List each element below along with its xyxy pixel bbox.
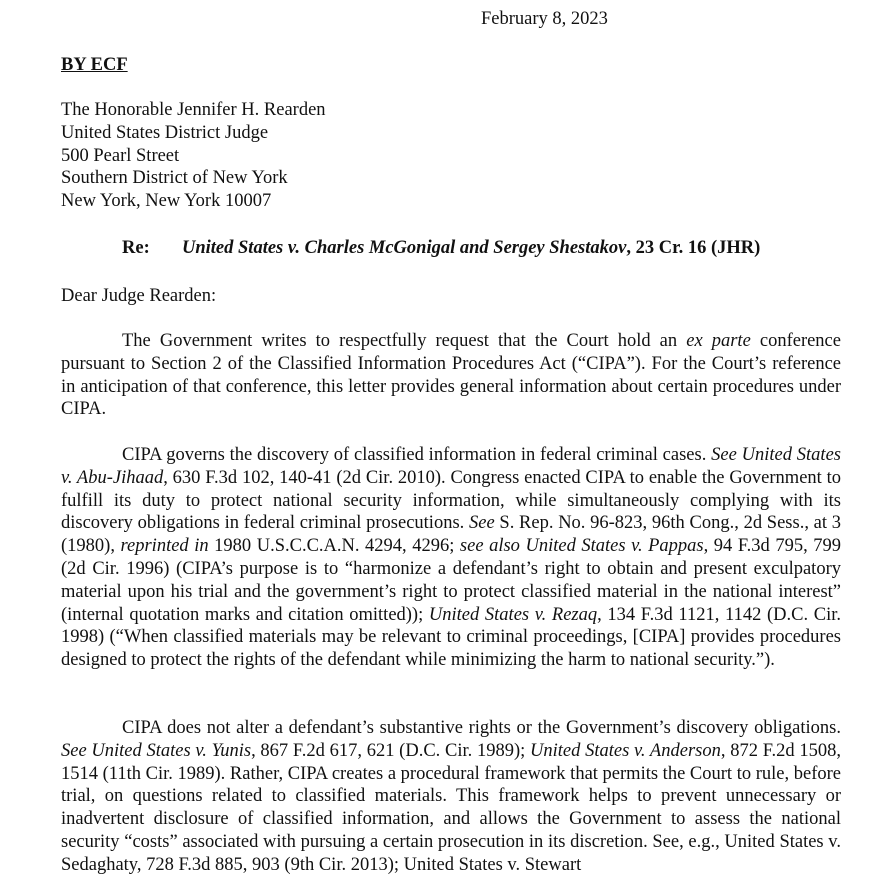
paragraph-text: , 867 F.2d 617, 621 (D.C. Cir. 1989);	[251, 740, 531, 761]
paragraph-text: 1980 U.S.C.C.A.N. 4294, 4296;	[208, 536, 460, 557]
citation-italic: reprinted in	[120, 536, 209, 557]
paragraph-text: CIPA governs the discovery of classified information in federal criminal cases.	[122, 445, 712, 465]
salutation: Dear Judge Rearden:	[61, 286, 217, 306]
citation-italic: See United States v. Abu-Jihaad	[61, 445, 841, 488]
paragraph-text: , 630 F.3d 102, 140-41 (2d Cir. 2010). Congress enacted CIPA to enable the Government to fulfill its duty to protect national security information, while simultaneously complying with its discovery obligations in federal criminal prosecutions.	[61, 467, 841, 534]
citation-italic: ex parte	[686, 331, 751, 351]
recipient-address	[61, 99, 326, 213]
citation-italic: See United States v. Yunis	[61, 740, 252, 761]
paragraph-3	[61, 717, 841, 877]
case-number: , 23 Cr. 16 (JHR)	[626, 238, 761, 258]
paragraph-text: The Government writes to respectfully request that the Court hold an	[122, 331, 687, 351]
citation-italic: See	[469, 513, 495, 534]
paragraph-text: , 94 F.3d 795, 799 (2d Cir. 1996) (CIPA’s purpose is to “harmonize a defendant’s right to obtain and present exculpatory material upon his trial and the government’s right to protect classified material in the national interest” (internal quotation marks and citation omitted));	[61, 536, 841, 625]
paragraph-text: CIPA does not alter a defendant’s substantive rights or the Government’s discovery obligations.	[122, 718, 841, 738]
citation-italic: see also United States v. Pappas	[459, 536, 704, 557]
address-line: United States District Judge	[61, 122, 269, 143]
address-line: The Honorable Jennifer H. Rearden	[61, 100, 326, 120]
address-line: New York, New York 10007	[61, 191, 272, 212]
paragraph-text: , 872 F.2d 1508, 1514 (11th Cir. 1989). Rather, CIPA creates a procedural framework that permits the Court to rule, before trial, on questions related to classified materials. This framework helps to prevent unnecessary or inadvertent disclosure of classified information, and allows the Government to assess the national security “costs” associated with pursuing a certain prosecution in its discretion. See, e.g., United States v. Sedaghaty, 728 F.3d 885, 903 (9th Cir. 2013); United States v. Stewart	[61, 740, 841, 875]
address-line: 500 Pearl Street	[61, 145, 180, 166]
case-title: United States v. Charles McGonigal and Sergey Shestakov	[182, 238, 627, 258]
letter-date: February 8, 2023	[481, 9, 608, 29]
re-line	[122, 237, 760, 260]
citation-italic: United States v. Rezaq	[428, 604, 598, 625]
citation-italic: United States v. Anderson	[530, 740, 721, 761]
delivery-method: BY ECF	[61, 55, 128, 75]
address-line: Southern District of New York	[61, 168, 288, 189]
paragraph-text: S. Rep. No. 96-823, 96th Cong., 2d Sess., at 3 (1980),	[61, 513, 841, 557]
paragraph-1	[61, 330, 841, 421]
paragraph-2	[61, 444, 841, 672]
re-label: Re:	[122, 238, 150, 258]
paragraph-text: conference pursuant to Section 2 of the Classified Information Procedures Act (“CIPA”). For the Court’s reference in anticipation of that conference, this letter provides general information about certain procedures under CIPA.	[61, 331, 841, 420]
paragraph-text: , 134 F.3d 1121, 1142 (D.C. Cir. 1998) (“When classified materials may be relevant to criminal proceedings, [CIPA] provides procedures designed to protect the rights of the defendant while minimizing the harm to national security.”).	[61, 604, 841, 671]
